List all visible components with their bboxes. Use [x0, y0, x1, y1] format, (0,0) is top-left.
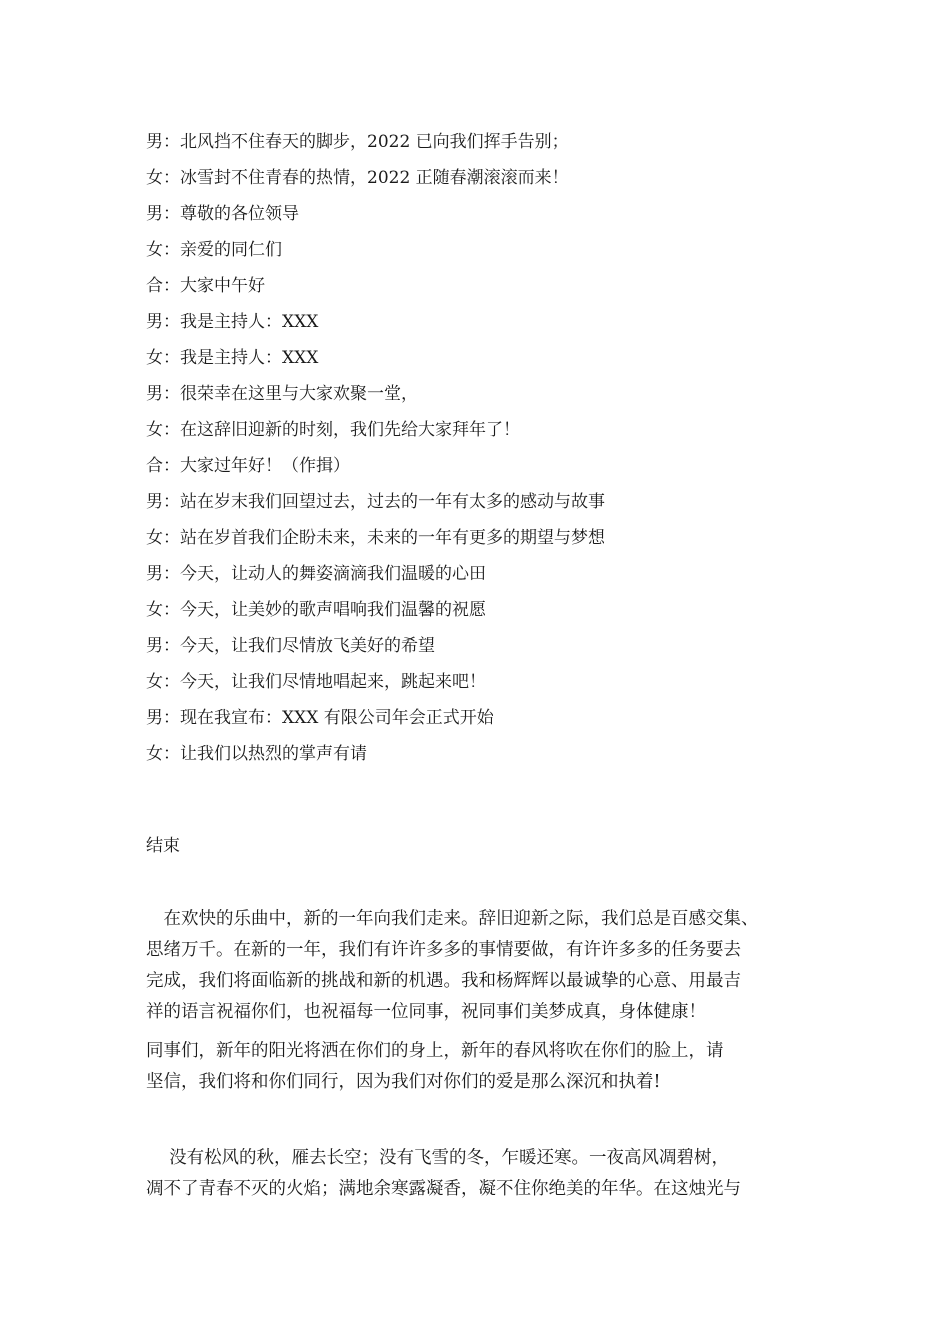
dialogue-line: 合：大家中午好 — [146, 276, 265, 296]
paragraph-line: 凋不了青春不灭的火焰；满地余寒露凝香，凝不住你绝美的年华。在这烛光与 — [146, 1179, 741, 1199]
host-dialogue — [146, 124, 846, 772]
closing-section-title: 结束 — [146, 836, 180, 856]
dialogue-line: 男：今天，让我们尽情放飞美好的希望 — [146, 636, 435, 656]
paragraph-line: 祥的语言祝福你们，也祝福每一位同事，祝同事们美梦成真，身体健康！ — [146, 1002, 706, 1022]
paragraph-line: 思绪万千。在新的一年，我们有许许多多的事情要做，有许许多多的任务要去 — [146, 940, 741, 960]
dialogue-line: 女：站在岁首我们企盼未来，未来的一年有更多的期望与梦想 — [146, 528, 605, 548]
dialogue-line: 女：冰雪封不住青春的热情，2022 正随春潮滚滚而来！ — [146, 168, 569, 188]
paragraph-line: 没有松风的秋，雁去长空；没有飞雪的冬，乍暖还寒。一夜高风凋碧树， — [146, 1148, 730, 1168]
dialogue-line: 男：北风挡不住春天的脚步，2022 已向我们挥手告别； — [146, 132, 569, 152]
dialogue-line: 男：现在我宣布：XXX 有限公司年会正式开始 — [146, 708, 494, 728]
dialogue-line: 女：亲爱的同仁们 — [146, 240, 282, 260]
paragraph-line: 在欢快的乐曲中，新的一年向我们走来。辞旧迎新之际，我们总是百感交集、 — [146, 909, 759, 929]
dialogue-line: 女：让我们以热烈的掌声有请 — [146, 744, 367, 764]
closing-paragraph-2 — [146, 1036, 724, 1098]
paragraph-line: 同事们，新年的阳光将洒在你们的身上，新年的春风将吹在你们的脸上，请 — [146, 1041, 724, 1061]
paragraph-line: 完成，我们将面临新的挑战和新的机遇。我和杨辉辉以最诚挚的心意、用最吉 — [146, 971, 741, 991]
dialogue-line: 男：今天，让动人的舞姿滴滴我们温暖的心田 — [146, 564, 486, 584]
dialogue-line: 女：我是主持人：XXX — [146, 348, 319, 368]
dialogue-line: 男：尊敬的各位领导 — [146, 204, 299, 224]
closing-paragraph-1 — [146, 904, 759, 1028]
paragraph-line: 坚信，我们将和你们同行，因为我们对你们的爱是那么深沉和执着! — [146, 1072, 661, 1092]
dialogue-line: 女：今天，让美妙的歌声唱响我们温馨的祝愿 — [146, 600, 486, 620]
dialogue-line: 合：大家过年好！（作揖） — [146, 456, 350, 476]
dialogue-line: 男：很荣幸在这里与大家欢聚一堂， — [146, 384, 418, 404]
closing-paragraph-3 — [146, 1143, 741, 1205]
dialogue-line: 女：今天，让我们尽情地唱起来，跳起来吧！ — [146, 672, 486, 692]
dialogue-line: 女：在这辞旧迎新的时刻，我们先给大家拜年了！ — [146, 420, 520, 440]
dialogue-line: 男：站在岁末我们回望过去，过去的一年有太多的感动与故事 — [146, 492, 605, 512]
dialogue-line: 男：我是主持人：XXX — [146, 312, 319, 332]
